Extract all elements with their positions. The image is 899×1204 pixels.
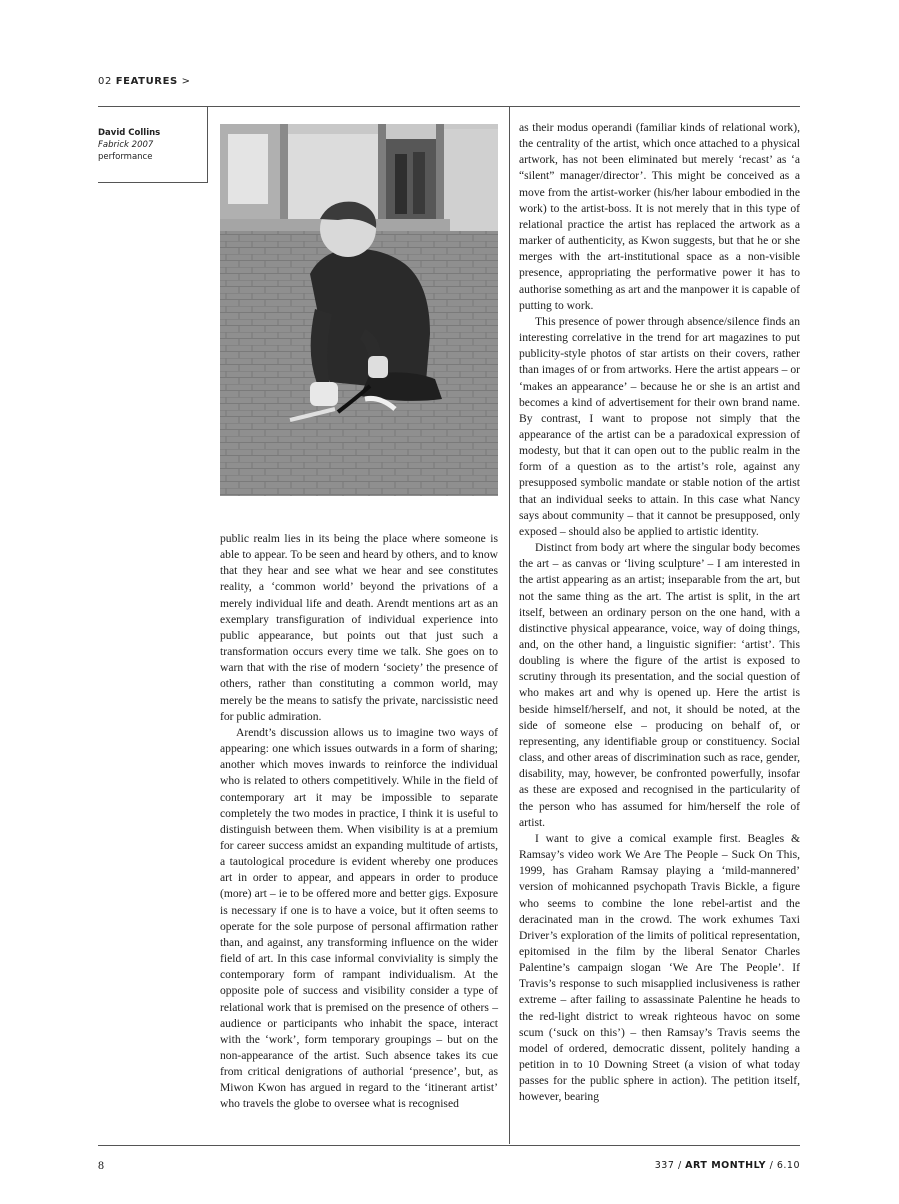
issue-number: 337: [654, 1160, 675, 1171]
left-paragraph-1: public realm lies in its being the place where someone is able to appear. To be seen and heard by others, and to know that they hear and see what we hear and see constitutes reality, a ‘common world’ beyond the privations of a merely individual life and death. Arendt mentions art as an exemplary transfiguration of individual experience into public appearance, but points out that just such a transformation occurs every time we talk. She goes on to warn that with the rise of modern ‘society’ the presence of others, rather than constituting a common world, may merely be the means to satisfy the private, narcissistic need for public admiration.: [220, 532, 498, 723]
header-rule: [98, 106, 800, 107]
column-divider: [509, 107, 510, 1144]
caption-medium: performance: [98, 152, 153, 162]
section-arrow: >: [181, 76, 191, 87]
caption-divider: [207, 107, 208, 182]
performance-photo: [220, 124, 498, 496]
caption-year: 2007: [131, 140, 154, 150]
section-header: [98, 76, 191, 87]
footer-rule: [98, 1145, 800, 1146]
issue-separator-2: /: [769, 1160, 774, 1171]
section-label: FEATURES: [115, 76, 178, 87]
right-paragraph-3: Distinct from body art where the singular body becomes the art – as canvas or ‘living sculpture’ – I am interested in the artist appearing as an artist; inseparable from the art, but not the same thing as the art. The artist is split, in the art itself, between an ordinary person on the one hand, with a distinctive physical appearance, voice, way of doing things, and, on the other hand, a linguistic signifier: ‘artist’. This doubling is where the figure of the artist is exposed to scrutiny through its presentation, and the social question of who makes art and why is opened up. Here the artist is beside himself/herself, and not, it should be noted, at the side of someone else – producing on behalf of, or representing, any identifiable group or constituency. Social class, and other areas of discrimination such as race, gender, disability, may, however, be confronted powerfully, insofar as these are exposed and recognised in the particularity of the person who has assumed for him/herself the role of artist.: [519, 541, 800, 829]
left-paragraph-2: Arendt’s discussion allows us to imagine two ways of appearing: one which issues outwards in a form of sharing; another which moves inwards to reinforce the individual who is related to others competitively. While in the field of contemporary art it may be impossible to separate completely the two modes in practice, I think it is useful to distinguish between them. When visibility is at a premium for career success amidst an expanding multitude of artists, a tautological procedure is evident whereby one produces art in order to appear, and appears in order to produce (more) art – ie to be offered more and better gigs. Exposure is necessary if one is to have a voice, but it often seems to operate for the sole purpose of personal affirmation rather than, and against, any transforming influence on the wider field of art. In this case informal conviviality is simply the contemporary form of rampant individualism. At the opposite pole of success and visibility consider a type of relational work that is premised on the presence of others – audience or participants who inhabit the space, interact with the ‘work’, form temporary groupings – but on the non-appearance of the artist. Such absence takes its cue from critical denigrations of authorial ‘presence’, but, as Miwon Kwon has argued in regard to the ‘itinerant artist’ who travels the globe to oversee what is recognised: [220, 725, 498, 1111]
magazine-name: ART MONTHLY: [685, 1160, 767, 1171]
caption-artist: David Collins: [98, 128, 161, 138]
right-paragraph-1: as their modus operandi (familiar kinds of relational work), the centrality of the artist, which once attached to a physical artwork, has not been eliminated but merely ‘recast’ as ‘a “silent” manager/director’. This might be conceived as a move from the artist-worker (his/her labour embodied in the work) to the artist-boss. It is not merely that in this type of relational practice the artist has replaced the artwork as a marker of authenticity, as Kwon suggests, but that he or she merges with the art-institutional space as a non-visible presence, appropriating the performative power it has to authorise something as art and the manpower it is capable of putting to work.: [519, 121, 800, 312]
caption-underline: [98, 182, 208, 183]
caption-work: [98, 139, 198, 151]
issue-separator-1: /: [677, 1160, 682, 1171]
issue-date: 6.10: [776, 1160, 800, 1171]
issue-info: [655, 1160, 800, 1171]
right-paragraph-4: I want to give a comical example first. Beagles & Ramsay’s video work We Are The People – Suck On This, 1999, has Graham Ramsay playing a ‘mild-mannered’ version of mohicanned psychopath Travis Bickle, a figure who seems to combine the lone rebel-artist and the deracinated man in the crowd. The work exhumes Taxi Driver’s exploration of the limits of political representation, epitomised in the film by the liberal Senator Charles Palentine’s campaign slogan ‘We Are The People’. If Travis’s response to such misapplied inclusiveness is rather extreme – after failing to assassinate Palentine he heads to the red-light district to wreak righteous havoc on some scum (‘suck on this’) – then Ramsay’s Travis seems the model of ordered, democratic dissent, politely handing a petition in to 10 Downing Street (a vision of what today passes for the public sphere in action). The petition itself, however, bearing: [519, 831, 800, 1104]
photo-caption: [98, 127, 198, 163]
left-column: [220, 531, 498, 1113]
page-number: 8: [98, 1158, 104, 1172]
section-number: 02: [98, 76, 112, 87]
right-paragraph-2: This presence of power through absence/silence finds an interesting correlative in the trend for art magazines to put publicity-style photos of star artists on their covers, rather than images of or from artworks. Here the artist appears – or ‘makes an appearance’ – because he or she is an artist and becomes a kind of advertisement for their own brand name. By contrast, I want to propose not simply that the appearance of the artist can be a paradoxical expression of modesty, but that it can open out to the public realm in the form of a question as to the artist’s role, against any presupposed symbolic mandate or stable notion of the artist that an individual seeks to attain. In this case what Nancy says about community – that it cannot be presupposed, only exposed – should also be applied to artistic identity.: [519, 314, 800, 538]
caption-title: Fabrick: [98, 140, 129, 150]
right-column: [519, 120, 800, 1106]
